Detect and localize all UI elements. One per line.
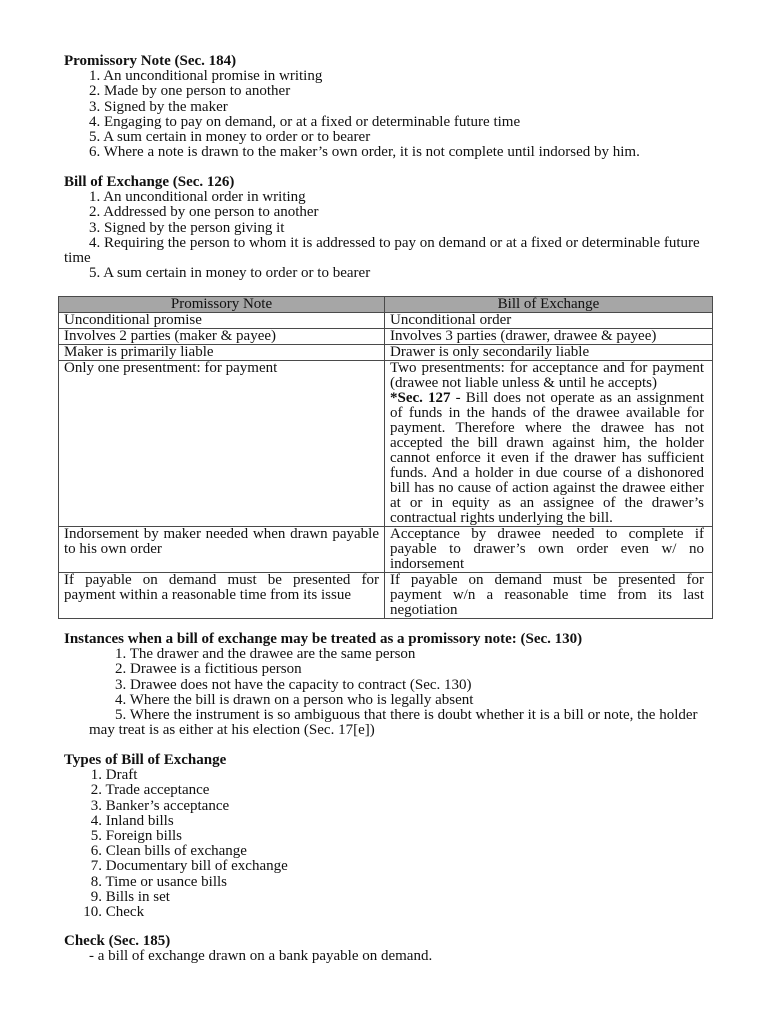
list-item: [64, 844, 710, 859]
list-item-number: 2.: [115, 661, 127, 678]
list-item: [64, 768, 710, 783]
check-section: [64, 934, 710, 964]
list-item-number: 1.: [90, 767, 102, 784]
section-heading-instances: Instances when a bill of exchange may be treated as a promissory note: (Sec. 130): [64, 631, 583, 647]
list-item: [64, 875, 710, 890]
sec-127-note: [390, 391, 704, 526]
list-item: [64, 662, 710, 677]
sec-127-note-text: - Bill does not operate as an assignment of funds in the hands of the drawee available for payment. Therefore where the drawee has not accepted the bill drawn against him, the holder cannot enforce it even if the drawer has sufficient funds. And a holder in due course of a dishonored bill has no cause of action against the drawee either at or in equity as an assignee of the drawer’s contractual rights underlying the bill.: [390, 390, 704, 526]
bill-of-exchange-section: [64, 175, 710, 281]
list-item-number: 2.: [90, 782, 102, 799]
list-item-text: A sum certain in money to order or to bearer: [103, 129, 371, 146]
table-row: [59, 527, 713, 573]
presentments-text: Two presentments: for acceptance and for payment (drawee not liable unless & until he accepts): [390, 360, 704, 391]
table-cell-bill-of-exchange: Involves 3 parties (drawer, drawee & payee): [385, 329, 713, 345]
list-item: [64, 799, 710, 814]
table-cell-promissory-note: Only one presentment: for payment: [59, 361, 385, 527]
list-item-number: 5.: [115, 707, 127, 724]
list-item: [64, 69, 710, 84]
list-item: [64, 205, 710, 220]
promissory-note-section: [64, 54, 710, 160]
list-item: [64, 130, 710, 145]
list-item: [64, 236, 710, 266]
list-item: [64, 693, 710, 708]
list-item-text: Documentary bill of exchange: [105, 858, 288, 875]
table-cell-promissory-note: Maker is primarily liable: [59, 345, 385, 361]
list-item-text: Trade acceptance: [105, 782, 210, 799]
list-item-number: 1.: [115, 646, 127, 663]
list-item-text: Addressed by one person to another: [103, 204, 319, 221]
list-item-number: 5.: [89, 265, 101, 282]
list-item-number: 5.: [90, 828, 102, 845]
list-item: [64, 708, 710, 738]
table-cell-bill-of-exchange: [385, 361, 713, 527]
list-item: [64, 905, 710, 920]
list-item: [64, 647, 710, 662]
table-row: [59, 313, 713, 329]
list-item-number: 7.: [90, 858, 102, 875]
table-header-cell-promissory-note: Promissory Note: [59, 297, 385, 313]
table-header-cell-bill-of-exchange: Bill of Exchange: [385, 297, 713, 313]
list-item-text: Signed by the maker: [104, 98, 228, 115]
list-item-number: 6.: [89, 144, 101, 161]
table-row: [59, 573, 713, 619]
list-item-text: Draft: [105, 767, 138, 784]
list-item-text: Requiring the person to whom it is addressed to pay on demand or at a fixed or determinable future time: [64, 234, 700, 267]
list-item-number: 2.: [89, 83, 101, 100]
table-row: [59, 345, 713, 361]
list-item-number: 1.: [89, 189, 101, 206]
list-item: [64, 221, 710, 236]
check-definition: - a bill of exchange drawn on a bank payable on demand.: [89, 948, 433, 965]
list-item: [64, 84, 710, 99]
list-item: [64, 890, 710, 905]
list-item: [64, 829, 710, 844]
table-cell-bill-of-exchange: If payable on demand must be presented for payment w/n a reasonable time from its last negotiation: [385, 573, 713, 619]
list-item-text: Time or usance bills: [105, 873, 228, 890]
sec-127-note-ref: *Sec. 127: [390, 390, 451, 406]
list-item-text: An unconditional promise in writing: [103, 68, 323, 85]
list-item-number: 6.: [90, 843, 102, 860]
section-heading-types: Types of Bill of Exchange: [64, 752, 227, 768]
comparison-table: [58, 296, 713, 619]
list-item: [64, 859, 710, 874]
list-item-number: 4.: [89, 234, 101, 251]
table-cell-bill-of-exchange: Unconditional order: [385, 313, 713, 329]
list-item-text: Where a note is drawn to the maker’s own order, it is not complete until indorsed by him.: [103, 144, 640, 161]
table-cell-promissory-note: If payable on demand must be presented for payment within a reasonable time from its issue: [59, 573, 385, 619]
list-item-text: Banker’s acceptance: [105, 797, 230, 814]
instances-section: [64, 632, 710, 738]
list-item-number: 5.: [89, 129, 101, 146]
list-item-number: 1.: [89, 68, 101, 85]
list-item: [64, 190, 710, 205]
table-row: [59, 361, 713, 527]
table-cell-promissory-note: Indorsement by maker needed when drawn payable to his own order: [59, 527, 385, 573]
list-item-text: Drawee does not have the capacity to contract (Sec. 130): [130, 676, 472, 693]
list-item-number: 4.: [90, 812, 102, 829]
list-item: [64, 266, 710, 281]
list-item-text: Signed by the person giving it: [104, 219, 285, 236]
list-item-text: Made by one person to another: [104, 83, 291, 100]
table-row: [59, 329, 713, 345]
list-item-number: 10.: [83, 904, 102, 921]
list-item-number: 3.: [89, 219, 101, 236]
section-heading-check: Check (Sec. 185): [64, 933, 171, 949]
list-item-text: Engaging to pay on demand, or at a fixed or determinable future time: [104, 113, 521, 130]
list-item-text: Bills in set: [105, 888, 170, 905]
table-cell-promissory-note: Unconditional promise: [59, 313, 385, 329]
section-heading-promissory-note: Promissory Note (Sec. 184): [64, 53, 237, 69]
list-item-text: Clean bills of exchange: [105, 843, 247, 860]
list-item: [64, 115, 710, 130]
list-item-number: 3.: [89, 98, 101, 115]
list-item-text: The drawer and the drawee are the same person: [129, 646, 416, 663]
list-item-text: Drawee is a fictitious person: [130, 661, 302, 678]
list-item-text: An unconditional order in writing: [103, 189, 306, 206]
list-item-number: 3.: [90, 797, 102, 814]
list-item: [64, 814, 710, 829]
list-item-text: Foreign bills: [105, 828, 183, 845]
list-item-number: 2.: [89, 204, 101, 221]
table-cell-bill-of-exchange: Drawer is only secondarily liable: [385, 345, 713, 361]
table-header-row: [59, 297, 713, 313]
section-heading-bill-of-exchange: Bill of Exchange (Sec. 126): [64, 174, 235, 190]
list-item-text: Where the bill is drawn on a person who is legally absent: [129, 691, 474, 708]
list-item: [64, 100, 710, 115]
list-item: [64, 145, 710, 160]
list-item-number: 3.: [115, 676, 127, 693]
types-section: [64, 753, 710, 920]
list-item-number: 9.: [90, 888, 102, 905]
list-item-text: Check: [105, 904, 145, 921]
list-item-number: 4.: [115, 691, 127, 708]
list-item-text: A sum certain in money to order or to bearer: [103, 265, 371, 282]
list-item-number: 4.: [89, 113, 101, 130]
list-item: [64, 678, 710, 693]
table-cell-bill-of-exchange: Acceptance by drawee needed to complete if payable to drawer’s own order even w/ no indorsement: [385, 527, 713, 573]
list-item: [64, 783, 710, 798]
list-item-number: 8.: [90, 873, 102, 890]
list-item-text: Inland bills: [105, 812, 174, 829]
table-cell-promissory-note: Involves 2 parties (maker & payee): [59, 329, 385, 345]
list-item-text: Where the instrument is so ambiguous that there is doubt whether it is a bill or note, the holder may treat is as either at his election (Sec. 17[e]): [89, 707, 698, 739]
